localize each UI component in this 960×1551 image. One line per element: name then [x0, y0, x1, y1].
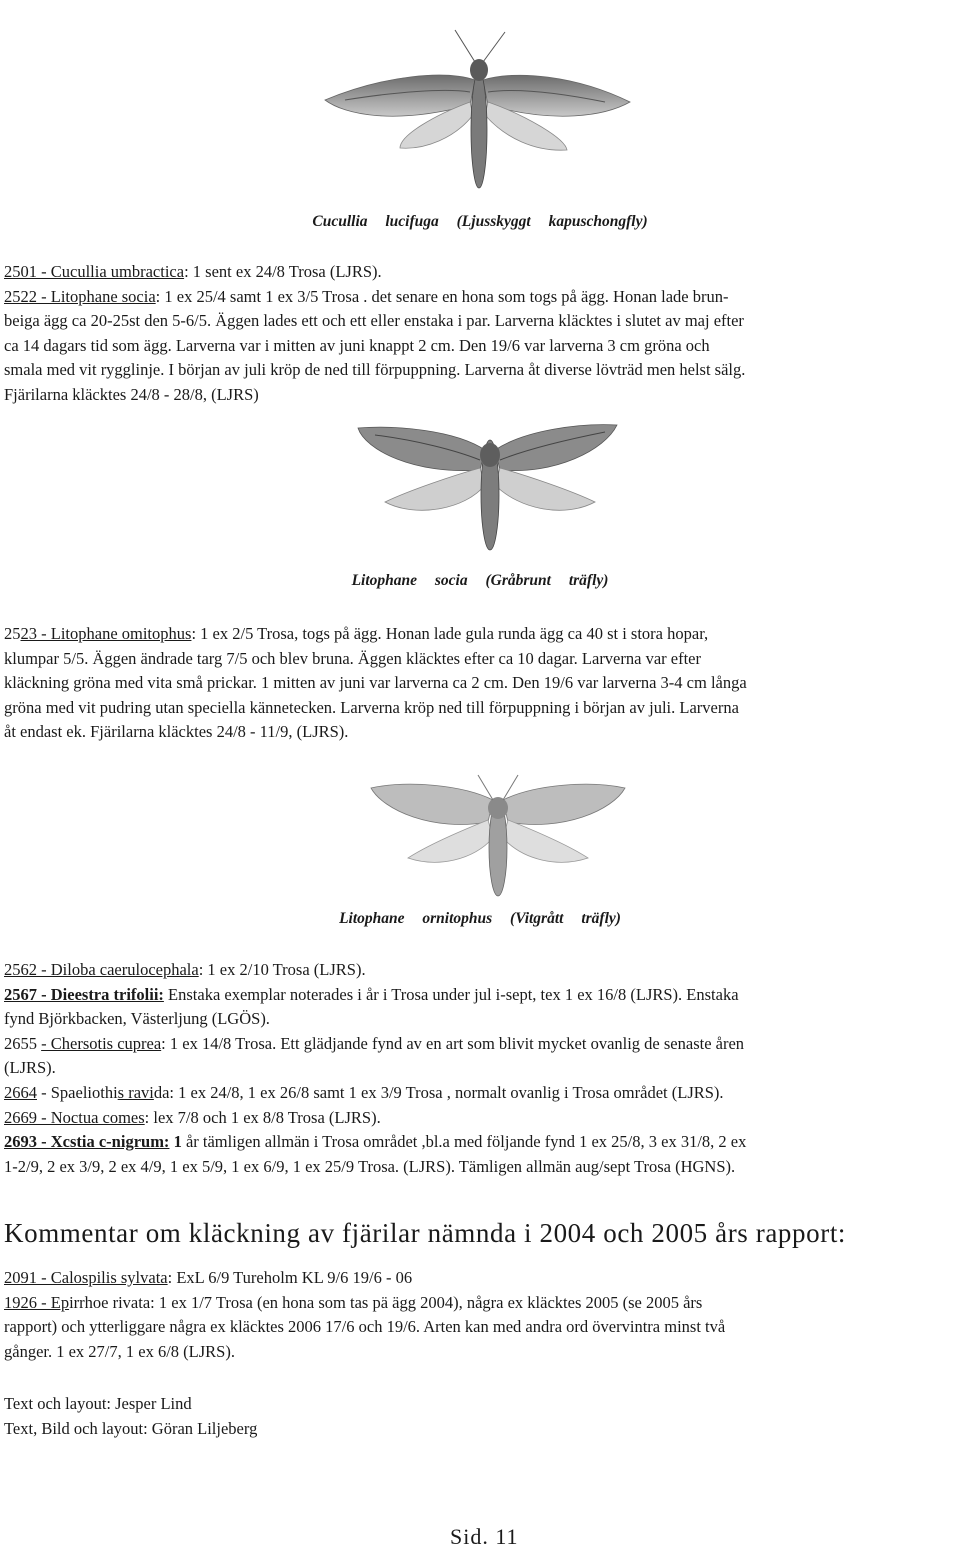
text-line: [4, 958, 956, 983]
credit-line: Text och layout: Jesper Lind: [4, 1394, 192, 1413]
species-name: - Chersotis cuprea: [41, 1033, 162, 1053]
text-line: [4, 1081, 956, 1106]
text-run: : 1 ex 25/4 samt 1 ex 3/5 Trosa . det senare en hona som togs på ägg. Honan lade brun-: [155, 286, 729, 306]
species-paragraph: [4, 260, 956, 408]
text-run: : 1 ex 14/8 Trosa. Ett glädjande fynd av en art som blivit mycket ovanlig de senaste åren: [161, 1033, 745, 1053]
page-number: Sid. 11: [450, 1524, 519, 1549]
text-run: gröna med vit pudring utan speciella kännetecken. Larverna kröp ned till förpuppning i början av juli. Larverna: [4, 697, 739, 717]
text-run: - Spaeliothi: [37, 1082, 118, 1102]
species-name: 23 - Litophane omitophus: [20, 624, 192, 643]
text-line: [4, 1340, 956, 1365]
species-name: 2522 - Litophane socia: [4, 286, 156, 306]
text-line: [4, 696, 956, 721]
credits: [4, 1391, 956, 1441]
text-run: 25: [4, 624, 21, 643]
section-heading: Kommentar om kläckning av fjärilar nämnda i 2004 och 2005 års rapport:: [4, 1218, 847, 1248]
text-run: gånger. 1 ex 27/7, 1 ex 6/8 (LJRS).: [4, 1341, 235, 1361]
text-line: [4, 671, 956, 696]
moth-image-litophane-socia: [355, 420, 625, 555]
text-run: (LJRS).: [4, 1058, 56, 1078]
text-line: [4, 1007, 956, 1032]
text-run: : 1 ex 2/10 Trosa (LJRS).: [198, 960, 366, 979]
text-run: 1-2/9, 2 ex 3/9, 2 ex 4/9, 1 ex 5/9, 1 ex 6/9, 1 ex 25/9 Trosa. (LJRS). Tämligen allmän aug/sept Trosa (HGNS).: [4, 1156, 736, 1176]
text-line: [4, 334, 956, 359]
text-line: [4, 1266, 956, 1291]
species-name: 2091 - Calospilis sylvata: [4, 1268, 168, 1287]
text-run: Fjärilarna kläcktes 24/8 - 28/8, (LJRS): [4, 384, 259, 404]
text-run: 2655: [4, 1033, 42, 1053]
text-run: klumpar 5/5. Äggen ändrade targ 7/5 och blev bruna. Äggen kläcktes efter ca 10 dagar. Larverna var efter: [4, 648, 701, 668]
text-run: år tämligen allmän i Trosa området ,bl.a med följande fynd 1 ex 25/8, 3 ex 31/8, 2 ex: [181, 1132, 747, 1152]
species-name: 2664: [4, 1082, 37, 1102]
text-run: fynd Björkbacken, Västerljung (LGÖS).: [4, 1009, 270, 1029]
text-run: kläckning gröna med vita små prickar. 1 mitten av juni var larverna ca 2 cm. Den 19/6 var larverna 3-4 cm långa: [4, 673, 747, 693]
text-run: åt endast ek. Fjärilarna kläcktes 24/8 - 11/9, (LJRS).: [4, 722, 349, 742]
text-line: [4, 1315, 956, 1340]
species-name: s ravi: [117, 1082, 154, 1102]
text-line: [4, 383, 956, 408]
text-run: rapport) och ytterliggare några ex kläcktes 2006 17/6 och 19/6. Arten kan med andra ord övervintra minst två: [4, 1317, 726, 1337]
text-line: [4, 983, 956, 1008]
species-name: 2669 - Noctua comes: [4, 1107, 145, 1127]
species-paragraph: [4, 958, 956, 1179]
text-run: : lex 7/8 och 1 ex 8/8 Trosa (LJRS).: [144, 1107, 381, 1127]
species-name: 2562 - Diloba caerulocephala: [4, 960, 199, 979]
species-name: 2567 - Dieestra trifolii:: [4, 984, 164, 1004]
moth-image-cucullia-lucifuga: [305, 20, 635, 195]
text-run: ca 14 dagars tid som ägg. Larverna var i mitten av juni knappt 2 cm. Den 19/6 var larverna 3 cm gröna och: [4, 335, 710, 355]
text-line: [4, 720, 956, 745]
figure-caption: Cucullia lucifuga (Ljusskyggt kapuschongfly): [312, 213, 648, 230]
species-name: 1: [169, 1132, 182, 1152]
text-run: : ExL 6/9 Tureholm KL 9/6 19/6 - 06: [167, 1268, 413, 1287]
species-name: 2693 - Xcstia c-nigrum:: [4, 1132, 170, 1152]
species-name: 2501 - Cucullia umbractica: [4, 262, 185, 281]
text-line: [4, 647, 956, 672]
text-run: : 1 sent ex 24/8 Trosa (LJRS).: [184, 262, 382, 281]
figure-caption: Litophane ornitophus (Vitgrått träfly): [339, 910, 621, 927]
species-paragraph: [4, 622, 956, 745]
text-line: [4, 1032, 956, 1057]
credit-line: Text, Bild och layout: Göran Liljeberg: [4, 1419, 258, 1438]
text-line: [4, 622, 956, 647]
text-run: da: 1 ex 24/8, 1 ex 26/8 samt 1 ex 3/9 Trosa , normalt ovanlig i Trosa området (LJRS).: [153, 1082, 724, 1102]
text-line: [4, 1130, 956, 1155]
text-line: [4, 358, 956, 383]
text-run: smala med vit rygglinje. I början av juli kröp de ned till förpuppning. Larverna åt diverse lövträd men helst sälg.: [4, 360, 746, 380]
text-line: [4, 1291, 956, 1316]
text-line: [4, 285, 956, 310]
text-line: [4, 1155, 956, 1180]
figure-caption: Litophane socia (Gråbrunt träfly): [351, 572, 609, 589]
text-run: : 1 ex 2/5 Trosa, togs på ägg. Honan lade gula runda ägg ca 40 st i stora hopar,: [191, 624, 709, 643]
text-line: [4, 309, 956, 334]
comment-paragraph: [4, 1266, 956, 1364]
moth-image-litophane-ornitophus: [368, 770, 628, 900]
text-run: beiga ägg ca 20-25st den 5-6/5. Äggen lades ett och ett eller enstaka i par. Larverna kläcktes i slutet av maj efter: [4, 311, 744, 331]
text-line: [4, 260, 956, 285]
text-run: irrhoe rivata: 1 ex 1/7 Trosa (en hona som tas pä ägg 2004), några ex kläcktes 2005 (se 2005 års: [69, 1292, 703, 1312]
text-run: Enstaka exemplar noterades i år i Trosa under jul i-sept, tex 1 ex 16/8 (LJRS). Enstaka: [163, 984, 739, 1004]
text-line: [4, 1106, 956, 1131]
species-name: 1926 - Ep: [4, 1292, 70, 1312]
text-line: [4, 1056, 956, 1081]
